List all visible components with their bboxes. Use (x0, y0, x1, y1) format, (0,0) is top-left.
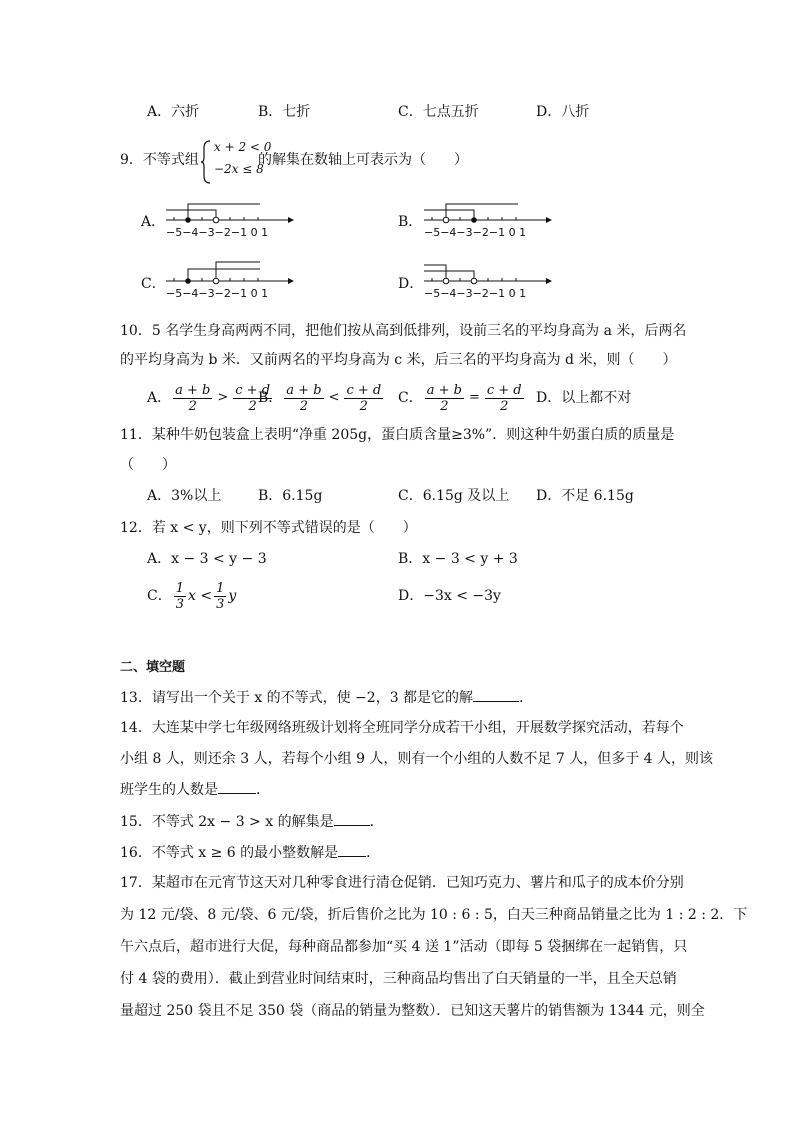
q14-line1: 14．大连某中学七年级网络班级计划将全班同学分成若干小组，开展数学探究活动，若每个 (120, 720, 684, 736)
q9-system-line1: x + 2 < 0 (214, 140, 272, 154)
q11-option-b: B．6.15g (258, 488, 323, 504)
q9-number-line-d (418, 257, 558, 303)
frac-num: a + b (426, 382, 462, 398)
q15 (120, 811, 384, 832)
frac-num: 1 (216, 580, 225, 596)
q15-text: 15．不等式 2x − 3 > x 的解集是 (120, 814, 334, 830)
frac-num: a + b (175, 382, 211, 398)
q9-b-ticks: −5−4−3−2−1 0 1 (424, 226, 527, 239)
q10-line1: 10．5 名学生身高两两不同，把他们按从高到低排列，设前三名的平均身高为 a 米，后两名 (120, 323, 687, 339)
q9-label-d: D． (398, 276, 424, 292)
frac-num: c + d (235, 382, 271, 398)
q16-text: 16．不等式 x ≥ 6 的最小整数解是 (120, 845, 339, 861)
q13-text: 13．请写出一个关于 x 的不等式，使 −2，3 都是它的解 (120, 690, 474, 706)
q15-end: ． (369, 814, 384, 830)
frac-den: 2 (440, 398, 449, 414)
section-title-fill-in: 二、填空题 (120, 660, 186, 675)
q17-line2: 为 12 元/袋、8 元/袋、6 元/袋，折后售价之比为 10 : 6 : 5，白天三种商品销量之比为 1 : 2 : 2．下 (120, 907, 748, 923)
brace-icon (200, 140, 212, 184)
frac-num: a + b (286, 382, 322, 398)
q10-a-left-frac (173, 383, 212, 414)
q16 (120, 842, 380, 863)
q9-c-ticks: −5−4−3−2−1 0 1 (166, 287, 269, 300)
q11-line2: （ ） (120, 457, 176, 473)
q10-b-right-frac (344, 383, 383, 414)
frac-den: 3 (216, 596, 225, 612)
q9-number-line-a (160, 196, 300, 242)
q13-answer-blank[interactable] (473, 687, 519, 702)
q10-c-label: C． (398, 390, 423, 406)
q8-option-a: A．六折 (147, 104, 200, 120)
q12-c-mid: x < (188, 588, 213, 604)
q10-a-label: A． (147, 390, 172, 406)
q12-c-frac2 (214, 581, 226, 612)
q15-answer-blank[interactable] (334, 811, 370, 826)
q17-line3: 午六点后，超市进行大促，每种商品都参加“买 4 送 1”活动（即每 5 袋捆绑在一起销售，只 (120, 939, 688, 955)
q12-option-a: A．x − 3 < y − 3 (147, 551, 267, 567)
q10-b-label: B． (258, 390, 283, 406)
frac-den: 2 (500, 398, 509, 414)
frac-den: 2 (188, 398, 197, 414)
q11-option-a: A．3%以上 (147, 488, 222, 504)
q9-system-line2: −2x ≤ 8 (214, 162, 264, 176)
q10-b-rel: < (328, 390, 340, 405)
q10-b-left-frac (284, 383, 323, 414)
q9-prefix: 9．不等式组 (120, 152, 199, 168)
frac-den: 2 (299, 398, 309, 414)
q9-number-line-c (160, 257, 300, 303)
q8-option-b: B．七折 (258, 104, 311, 120)
q10-a-rel: > (217, 390, 229, 405)
q10-option-a (147, 380, 274, 416)
q14-answer-blank[interactable] (218, 779, 256, 794)
frac-num: c + d (346, 382, 382, 398)
q16-answer-blank[interactable] (338, 842, 366, 857)
q10-c-left-frac (425, 383, 464, 414)
q10-option-b (258, 380, 385, 416)
q12-option-d: D．−3x < −3y (398, 588, 501, 604)
q9-a-ticks: −5−4−3−2−1 0 1 (166, 226, 269, 239)
q11-option-d: D．不足 6.15g (536, 488, 634, 504)
q17-line1: 17．某超市在元宵节这天对几种零食进行清仓促销．已知巧克力、薯片和瓜子的成本价分别 (120, 875, 684, 891)
q14-text: 班学生的人数是 (120, 782, 218, 798)
q12-c-frac1 (174, 581, 186, 612)
q12-option-c (147, 578, 236, 614)
q12-stem: 12．若 x < y，则下列不等式错误的是（ ） (120, 520, 417, 536)
q9-number-line-b (418, 196, 558, 242)
q12-c-label: C． (147, 588, 172, 604)
q10-c-right-frac (485, 383, 524, 414)
q16-end: ． (366, 845, 381, 861)
q10-c-rel: = (468, 390, 480, 405)
q17-line5: 量超过 250 袋且不足 350 袋（商品的销量为整数）．已知这天薯片的销售额为 1344 元，则全 (120, 1003, 705, 1019)
q14-line3 (120, 779, 270, 800)
frac-den: 2 (248, 398, 257, 414)
frac-den: 3 (175, 596, 184, 612)
q14-end: ． (256, 782, 270, 798)
q11-line1: 11．某种牛奶包装盒上表明“净重 205g，蛋白质含量≥3%”．则这种牛奶蛋白质的质量是 (120, 427, 675, 443)
q9-d-ticks: −5−4−3−2−1 0 1 (424, 287, 527, 300)
q17-line4: 付 4 袋的费用）．截止到营业时间结束时，三种商品均售出了白天销量的一半，且全天总销 (120, 971, 677, 987)
frac-num: c + d (486, 382, 522, 398)
q9-label-b: B． (398, 214, 423, 230)
q9-suffix: 的解集在数轴上可表示为（ ） (258, 152, 468, 168)
q9-label-c: C． (141, 276, 166, 292)
q9-label-a: A． (141, 214, 166, 230)
frac-den: 2 (359, 398, 368, 414)
q8-option-c: C．七点五折 (398, 104, 479, 120)
q13 (120, 687, 533, 708)
q14-line2: 小组 8 人，则还余 3 人，若每个小组 9 人，则有一个小组的人数不足 7 人，但多于 4 人，则该 (120, 751, 714, 767)
frac-num: 1 (175, 580, 184, 596)
q12-c-y: y (228, 588, 237, 604)
q11-option-c: C．6.15g 及以上 (398, 488, 510, 504)
q13-end: ． (519, 690, 534, 706)
q12-option-b: B．x − 3 < y + 3 (398, 551, 518, 567)
q8-option-d: D．八折 (536, 104, 590, 120)
q10-option-c (398, 380, 526, 416)
q10-line2: 的平均身高为 b 米．又前两名的平均身高为 c 米，后三名的平均身高为 d 米，则（ ） (120, 352, 677, 368)
q10-option-d: D．以上都不对 (536, 390, 632, 406)
